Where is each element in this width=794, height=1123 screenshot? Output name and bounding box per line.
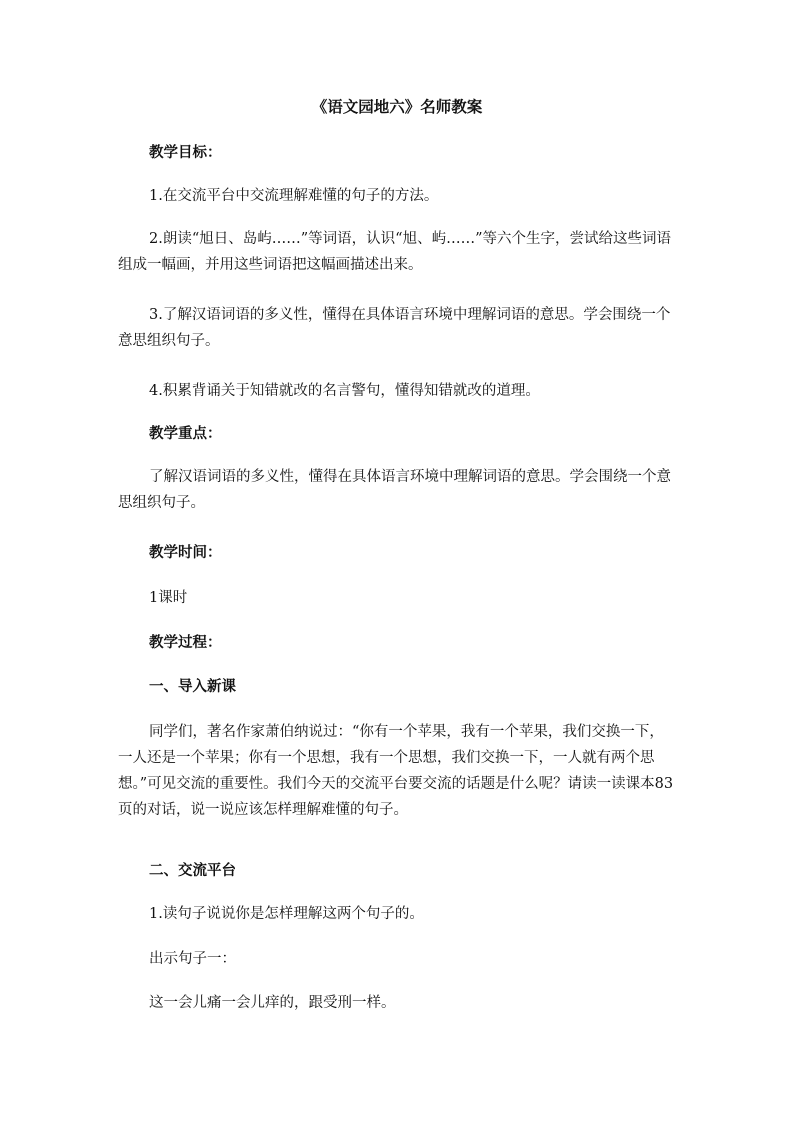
goal-4: 4.积累背诵关于知错就改的名言警句，懂得知错就改的道理。: [149, 383, 540, 399]
goal-2: 2.朗读“旭日、岛屿……”等词语，认识“旭、屿……”等六个生字，尝试给这些词语组成一幅画，并用这些词语把这幅画描述出来。: [118, 231, 671, 273]
sentence-one-text: 这一会儿痛一会儿痒的，跟受刑一样。: [149, 995, 396, 1011]
key-points-text: 了解汉语词语的多义性，懂得在具体语言环境中理解词语的意思。学会围绕一个意思组织句子。: [118, 469, 671, 511]
introduction-text: 同学们，著名作家萧伯纳说过：“你有一个苹果，我有一个苹果，我们交换一下，一人还是一个苹果；你有一个思想，我有一个思想，我们交换一下，一人就有两个思想。”可见交流的重要性。我们今天的交流平台要交流的话题是什么呢？请读一读课本83页的对话，说一说应该怎样理解难懂的句子。: [118, 724, 674, 818]
heading-teaching-time: 教学时间：: [149, 544, 222, 561]
section-exchange-platform-heading: 二、交流平台: [149, 862, 236, 879]
heading-teaching-process: 教学过程：: [149, 634, 222, 651]
goal-3: 3.了解汉语词语的多义性，懂得在具体语言环境中理解词语的意思。学会围绕一个意思组织句子。: [118, 307, 671, 349]
section-introduction-heading: 一、导入新课: [149, 678, 236, 695]
document-title: 《语文园地六》名师教案: [311, 97, 483, 116]
sentence-one-label: 出示句子一：: [149, 951, 236, 967]
heading-key-points: 教学重点：: [149, 425, 222, 442]
heading-teaching-goals: 教学目标：: [149, 144, 222, 161]
exchange-step-1: 1.读句子说说你是怎样理解这两个句子的。: [149, 906, 424, 922]
teaching-time-text: 1课时: [149, 590, 188, 606]
goal-1: 1.在交流平台中交流理解难懂的句子的方法。: [149, 188, 439, 204]
